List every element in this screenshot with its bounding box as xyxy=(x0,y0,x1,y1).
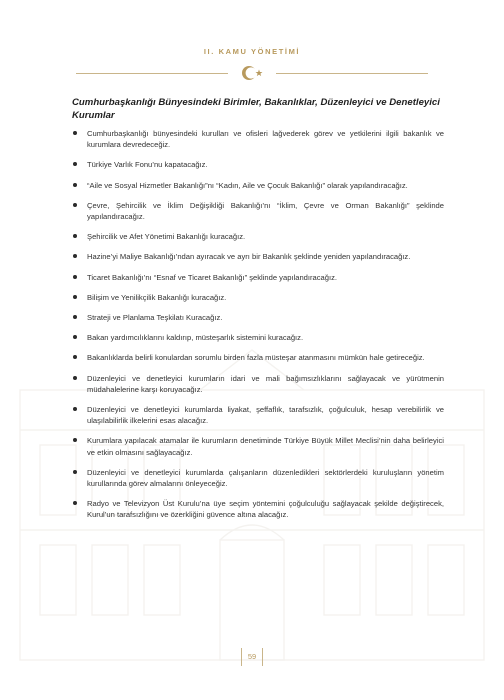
list-item xyxy=(72,312,444,323)
list-item xyxy=(72,332,444,343)
list-item-text: Çevre, Şehircilik ve İklim Değişikliği Bakanlığı’nı “İklim, Çevre ve Orman Bakanlığı” şeklinde yapılandıracağız. xyxy=(87,200,444,222)
list-item xyxy=(72,373,444,395)
list-item xyxy=(72,128,444,150)
list-item xyxy=(72,231,444,242)
bullet-icon xyxy=(73,335,77,339)
list-item xyxy=(72,180,444,191)
section-heading: Cumhurbaşkanlığı Bünyesindeki Birimler, Bakanlıklar, Düzenleyici ve Denetleyici Kurumlar xyxy=(72,97,440,121)
list-item xyxy=(72,435,444,457)
bullet-icon xyxy=(73,162,77,166)
list-item xyxy=(72,498,444,520)
list-item-text: Cumhurbaşkanlığı bünyesindeki kurulları ve ofisleri lağvederek görev ve yetkilerini ilgili bakanlık ve kurumlara devredeceğiz. xyxy=(87,129,444,150)
bullet-icon xyxy=(73,376,77,380)
list-item-text: Bakanlıklarda belirli konulardan sorumlu birden fazla müsteşar atanmasını mümkün hale getireceğiz. xyxy=(87,353,425,363)
bullet-icon xyxy=(73,203,77,207)
list-item-text: Düzenleyici ve denetleyici kurumlarda çalışanların düzenledikleri sektörlerdeki kuruluşların yönetim kurullarında görev almalarını önleyeceğiz. xyxy=(87,467,444,489)
bullet-icon xyxy=(73,501,77,505)
list-item-text: Türkiye Varlık Fonu’nu kapatacağız. xyxy=(87,160,208,170)
divider-line-right xyxy=(276,73,428,74)
list-item-text: Düzenleyici ve denetleyici kurumlarda liyakat, şeffaflık, tarafsızlık, çoğulculuk, hesap verebilirlik ve ulaşılabilirlik ilkelerini esas alacağız. xyxy=(87,405,444,426)
list-item-text: Radyo ve Televizyon Üst Kurulu’na üye seçim yöntemini çoğulculuğu sağlayacak şekilde değiştirecek, Kurul’un tarafsızlığını ve özerkliğini güvence altına alacağız. xyxy=(87,499,444,520)
list-item-text: Strateji ve Planlama Teşkilatı Kuracağız. xyxy=(87,313,223,323)
list-item xyxy=(72,251,444,262)
bullet-icon xyxy=(73,470,77,474)
page-number: 59 xyxy=(247,652,257,661)
list-item xyxy=(72,352,444,363)
section-title: II. KAMU YÖNETİMİ xyxy=(203,47,301,56)
page-footer xyxy=(0,648,504,668)
list-item-text: Bilişim ve Yenilikçilik Bakanlığı kuracağız. xyxy=(87,292,227,302)
bullet-icon xyxy=(73,438,77,442)
list-item xyxy=(72,467,444,489)
list-item xyxy=(72,272,444,283)
bullet-icon xyxy=(73,275,77,279)
list-item-text: Kurumlara yapılacak atamalar ile kurumların denetiminde Türkiye Büyük Millet Meclisi’nin daha belirleyici ve etkin olmasını sağlayacağız. xyxy=(87,436,444,457)
bullet-icon xyxy=(73,355,77,359)
list-item xyxy=(72,200,444,222)
list-item-text: Şehircilik ve Afet Yönetimi Bakanlığı kuracağız. xyxy=(87,232,246,242)
header-divider xyxy=(76,64,428,80)
list-item-text: Hazine’yi Maliye Bakanlığı’ndan ayıracak ve ayrı bir Bakanlık şeklinde yeniden yapılandıracağız. xyxy=(87,252,411,262)
bullet-icon xyxy=(73,183,77,187)
bullet-icon xyxy=(73,234,77,238)
list-item xyxy=(72,159,444,170)
divider-line-left xyxy=(76,73,228,74)
crescent-star-icon xyxy=(238,64,266,82)
list-item xyxy=(72,404,444,426)
bullet-list xyxy=(72,128,444,521)
footer-rule-right xyxy=(262,648,263,666)
list-item-text: Ticaret Bakanlığı’nı “Esnaf ve Ticaret Bakanlığı” şeklinde yapılandıracağız. xyxy=(87,272,338,282)
list-item-text: “Aile ve Sosyal Hizmetler Bakanlığı”nı “Kadın, Aile ve Çocuk Bakanlığı” olarak yapılandıracağız. xyxy=(87,180,408,190)
list-item xyxy=(72,292,444,303)
list-item-text: Bakan yardımcılıklarını kaldırıp, müsteşarlık sistemini kuracağız. xyxy=(87,333,304,343)
bullet-icon xyxy=(73,254,77,258)
bullet-icon xyxy=(73,315,77,319)
bullet-icon xyxy=(73,407,77,411)
list-item-text: Düzenleyici ve denetleyici kurumların idari ve mali bağımsızlıklarını sağlayacak ve yürütmenin müdahalelerine karşı koruyacağız. xyxy=(87,373,444,394)
bullet-icon xyxy=(73,131,77,135)
bullet-icon xyxy=(73,295,77,299)
